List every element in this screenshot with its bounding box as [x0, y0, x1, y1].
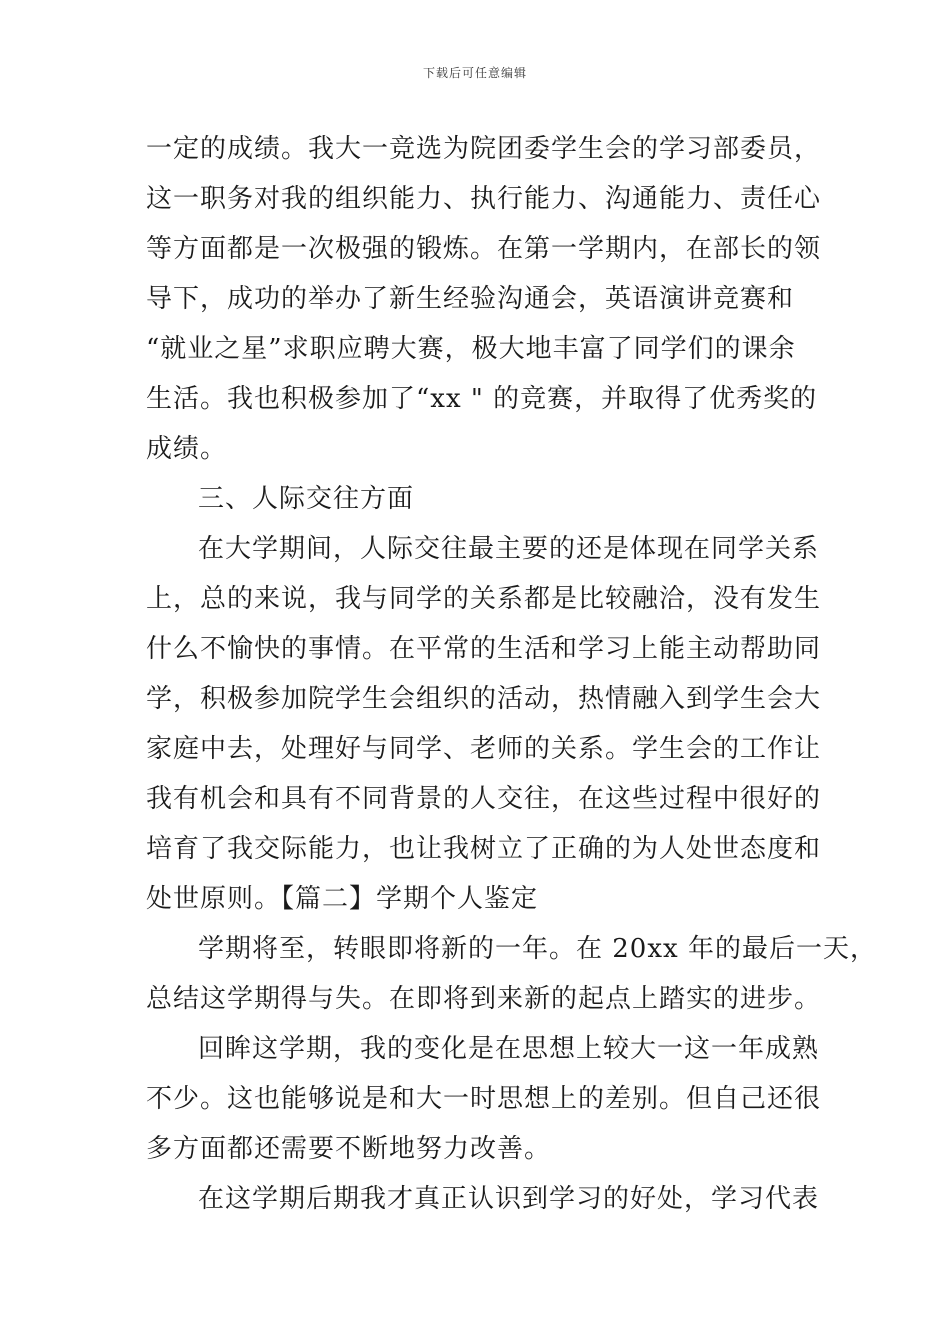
body-line: 生活。我也积极参加了“xx " 的竞赛，并取得了优秀奖的 [146, 384, 818, 414]
body-line: 在大学期间，人际交往最主要的还是体现在同学关系 [198, 534, 820, 564]
body-line: 回眸这学期，我的变化是在思想上较大一这一年成熟 [198, 1034, 820, 1064]
body-line: 成绩。 [146, 434, 228, 464]
body-line: 家庭中去，处理好与同学、老师的关系。学生会的工作让 [146, 734, 822, 764]
body-line: 上，总的来说，我与同学的关系都是比较融洽，没有发生 [146, 584, 822, 614]
section-heading: 三、人际交往方面 [198, 484, 415, 514]
body-line: 处世原则。【篇二】学期个人鉴定 [146, 884, 539, 914]
body-line: “就业之星”求职应聘大赛，极大地丰富了同学们的课余 [146, 334, 796, 364]
body-line: 总结这学期得与失。在即将到来新的起点上踏实的进步。 [146, 984, 822, 1014]
body-line: 这一职务对我的组织能力、执行能力、沟通能力、责任心 [146, 184, 822, 214]
body-line: 等方面都是一次极强的锻炼。在第一学期内，在部长的领 [146, 234, 822, 264]
body-line: 什么不愉快的事情。在平常的生活和学习上能主动帮助同 [146, 634, 822, 664]
body-line: 培育了我交际能力，也让我树立了正确的为人处世态度和 [146, 834, 822, 864]
body-line: 一定的成绩。我大一竞选为院团委学生会的学习部委员， [146, 134, 822, 164]
body-line: 在这学期后期我才真正认识到学习的好处，学习代表 [198, 1184, 820, 1214]
body-line: 多方面都还需要不断地努力改善。 [146, 1134, 552, 1164]
body-line: 学，积极参加院学生会组织的活动，热情融入到学生会大 [146, 684, 822, 714]
body-line: 我有机会和具有不同背景的人交往，在这些过程中很好的 [146, 784, 822, 814]
page-header: 下载后可任意编辑 [422, 66, 527, 80]
body-line: 不少。这也能够说是和大一时思想上的差别。但自己还很 [146, 1084, 822, 1114]
body-line: 导下，成功的举办了新生经验沟通会，英语演讲竞赛和 [146, 284, 795, 314]
body-line: 学期将至，转眼即将新的一年。在 20xx 年的最后一天， [198, 934, 877, 964]
